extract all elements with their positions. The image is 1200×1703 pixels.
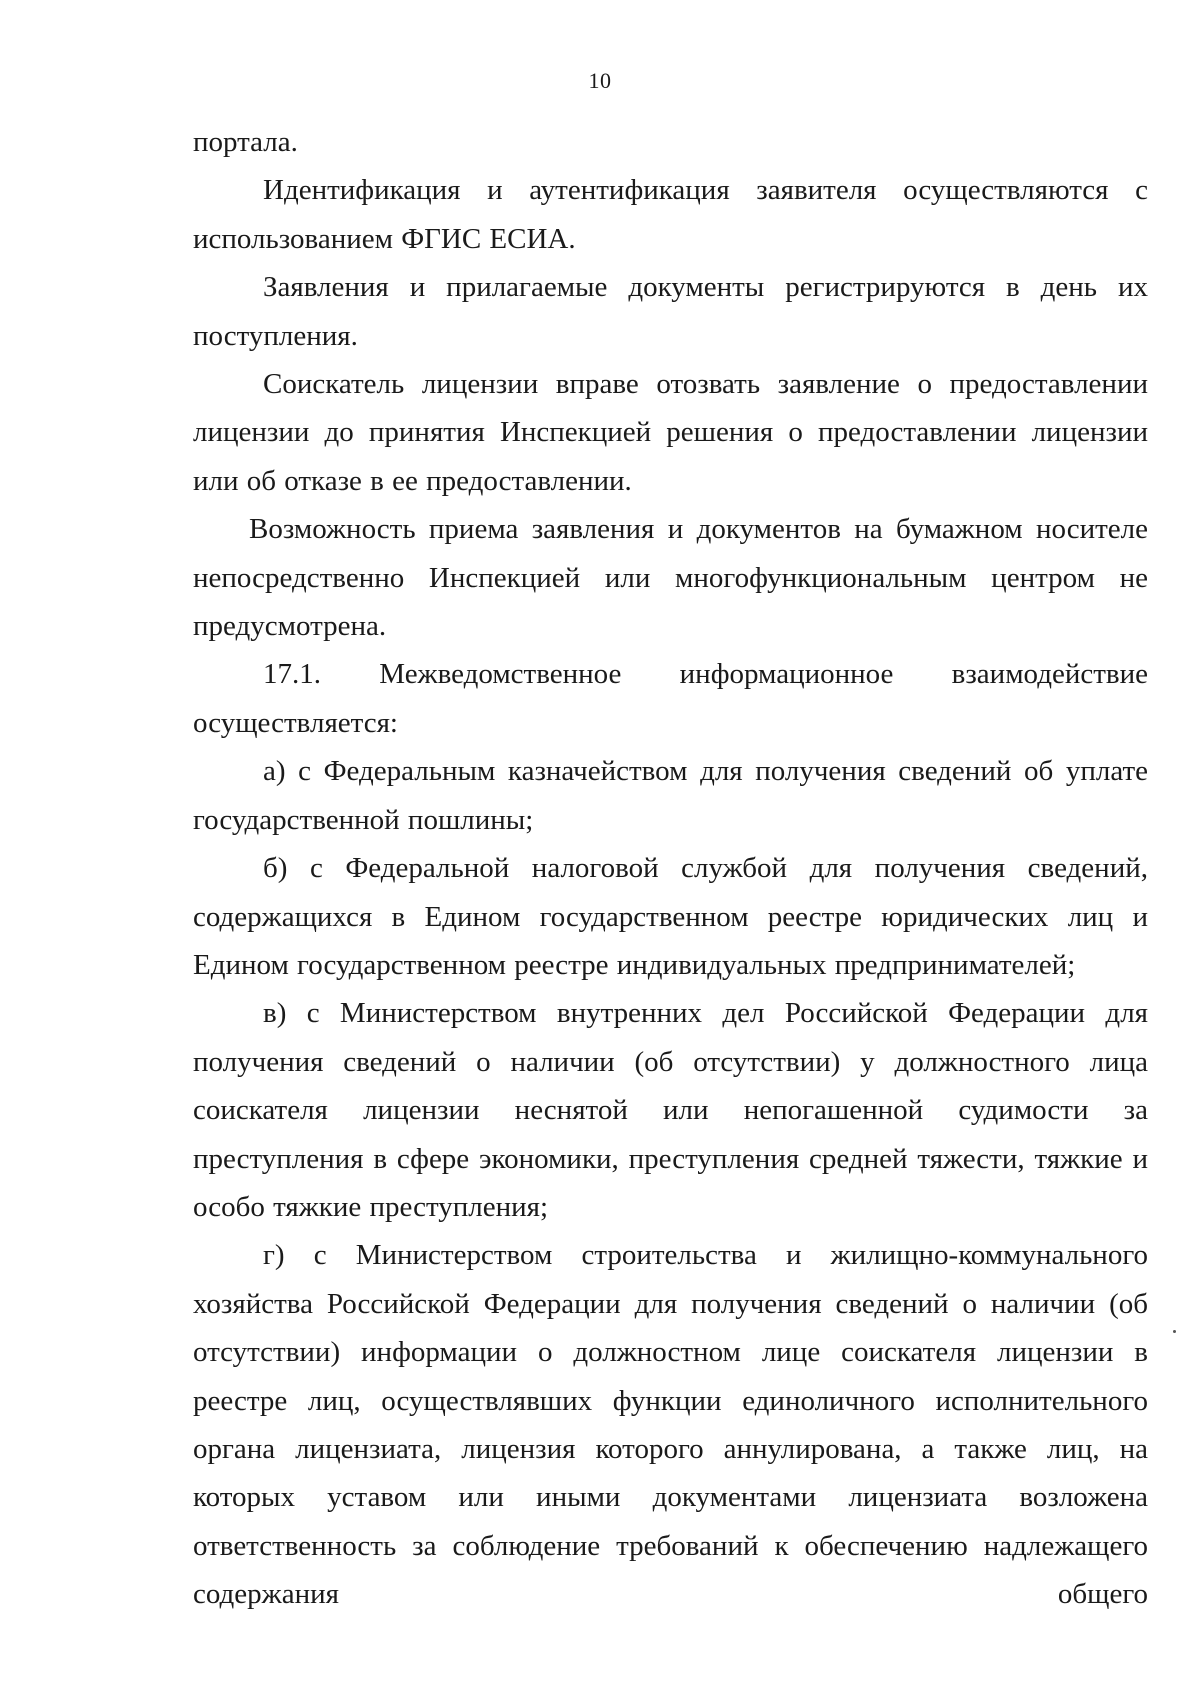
list-item-b: б) с Федеральной налоговой службой для получения сведений, содержащихся в Едином государственном реестре юридических лиц и Едином государственном реестре индивидуальных предпринимателей; <box>193 852 1148 981</box>
scan-speck <box>1173 1330 1176 1333</box>
paragraph-withdrawal: Соискатель лицензии вправе отозвать заявление о предоставлении лицензии до принятия Инспекцией решения о предоставлении лицензии или об отказе в ее предоставлении. <box>193 368 1148 497</box>
paragraph-identification: Идентификация и аутентификация заявителя осуществляются с использованием ФГИС ЕСИА. <box>193 174 1148 255</box>
list-item-v: в) с Министерством внутренних дел Российской Федерации для получения сведений о наличии (об отсутствии) у должностного лица соискателя лицензии неснятой или непогашенной судимости за преступления в сфере экономики, преступления средней тяжести, тяжкие и особо тяжкие преступления; <box>193 997 1148 1223</box>
list-item-a: а) с Федеральным казначейством для получения сведений об уплате государственной пошлины; <box>193 755 1148 836</box>
page-number: 10 <box>588 68 612 93</box>
document-body <box>193 118 1148 1619</box>
paragraph-paper-submission: Возможность приема заявления и документов на бумажном носителе непосредственно Инспекцией или многофункциональным центром не предусмотрена. <box>193 513 1148 643</box>
paragraph-registration: Заявления и прилагаемые документы регистрируются в день их поступления. <box>193 271 1148 352</box>
paragraph-section-17-1: 17.1. Межведомственное информационное взаимодействие осуществляется: <box>193 658 1148 739</box>
list-item-g: г) с Министерством строительства и жилищно-коммунального хозяйства Российской Федерации для получения сведений о наличии (об отсутствии) информации о должностном лице соискателя лицензии в реестре лиц, осуществлявших функции единоличного исполнительного органа лицензиата, лицензия которого аннулирована, а также лиц, на которых уставом или иными документами лицензиата возложена ответственность за соблюдение требований к обеспечению надлежащего содержания общего <box>193 1239 1148 1611</box>
paragraph-portal-end: портала. <box>193 126 298 158</box>
